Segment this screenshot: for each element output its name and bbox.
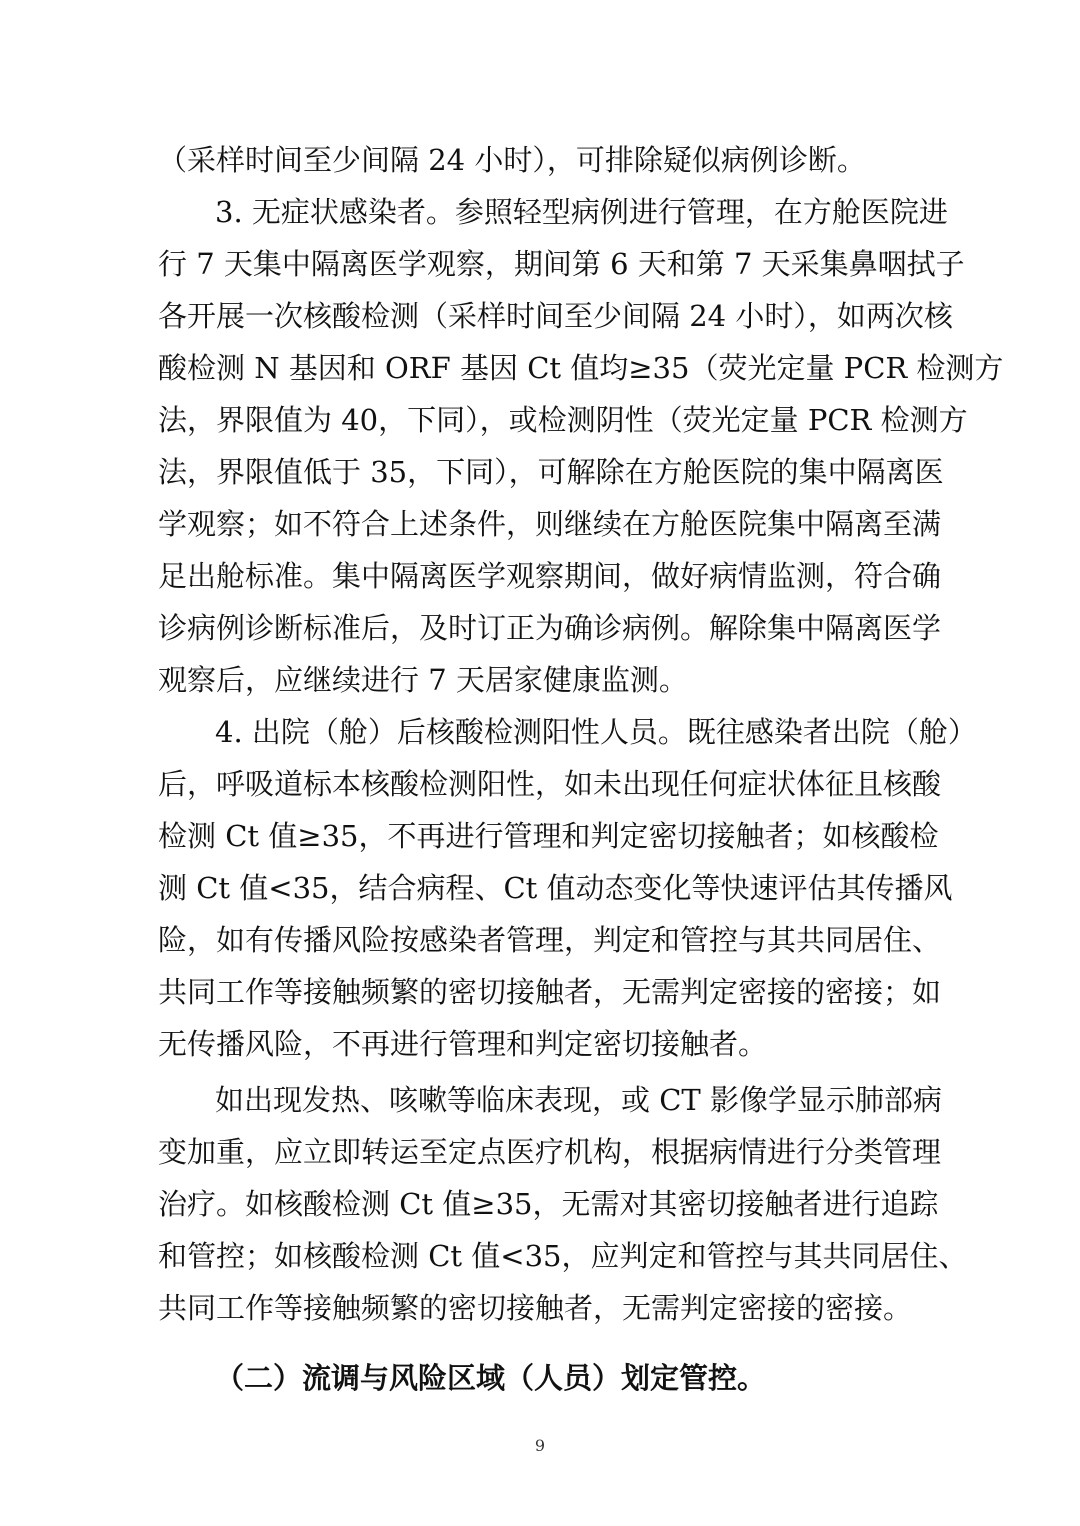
text-line: 共同工作等接触频繁的密切接触者，无需判定密接的密接；如 [158, 975, 942, 1009]
page-number: 9 [534, 1436, 546, 1455]
text-line: 共同工作等接触频繁的密切接触者，无需判定密接的密接。 [158, 1291, 913, 1325]
text-line: 学观察；如不符合上述条件，则继续在方舱医院集中隔离至满 [158, 507, 942, 541]
text-line: 测 Ct 值<35，结合病程、Ct 值动态变化等快速评估其传播风 [158, 871, 953, 905]
text-line: 治疗。如核酸检测 Ct 值≥35，无需对其密切接触者进行追踪 [158, 1187, 939, 1221]
text-line: 酸检测 N 基因和 ORF 基因 Ct 值均≥35（荧光定量 PCR 检测方 [158, 351, 1004, 385]
text-line: 法，界限值为 40，下同），或检测阴性（荧光定量 PCR 检测方 [158, 403, 968, 437]
text-line: 观察后，应继续进行 7 天居家健康监测。 [158, 663, 688, 697]
text-line: 足出舱标准。集中隔离医学观察期间，做好病情监测，符合确 [158, 559, 942, 593]
text-line: 行 7 天集中隔离医学观察，期间第 6 天和第 7 天采集鼻咽拭子 [158, 247, 965, 281]
text-line: 4. 出院（舱）后核酸检测阳性人员。既往感染者出院（舱） [215, 715, 977, 749]
text-line: 如出现发热、咳嗽等临床表现，或 CT 影像学显示肺部病 [215, 1083, 942, 1117]
text-line: 和管控；如核酸检测 Ct 值<35，应判定和管控与其共同居住、 [158, 1239, 968, 1273]
text-line: 检测 Ct 值≥35，不再进行管理和判定密切接触者；如核酸检 [158, 819, 939, 853]
text-line: 后，呼吸道标本核酸检测阳性，如未出现任何症状体征且核酸 [158, 767, 942, 801]
text-line: （采样时间至少间隔 24 小时），可排除疑似病例诊断。 [158, 143, 866, 177]
section-heading: （二）流调与风险区域（人员）划定管控。 [215, 1361, 767, 1395]
text-line: 变加重，应立即转运至定点医疗机构，根据病情进行分类管理 [158, 1135, 942, 1169]
text-line: 无传播风险，不再进行管理和判定密切接触者。 [158, 1027, 768, 1061]
text-line: 法，界限值低于 35，下同），可解除在方舱医院的集中隔离医 [158, 455, 944, 489]
text-line: 诊病例诊断标准后，及时订正为确诊病例。解除集中隔离医学 [158, 611, 942, 645]
text-line: 险，如有传播风险按感染者管理，判定和管控与其共同居住、 [158, 923, 942, 957]
text-line: 3. 无症状感染者。参照轻型病例进行管理，在方舱医院进 [215, 195, 948, 229]
text-line: 各开展一次核酸检测（采样时间至少间隔 24 小时），如两次核 [158, 299, 953, 333]
